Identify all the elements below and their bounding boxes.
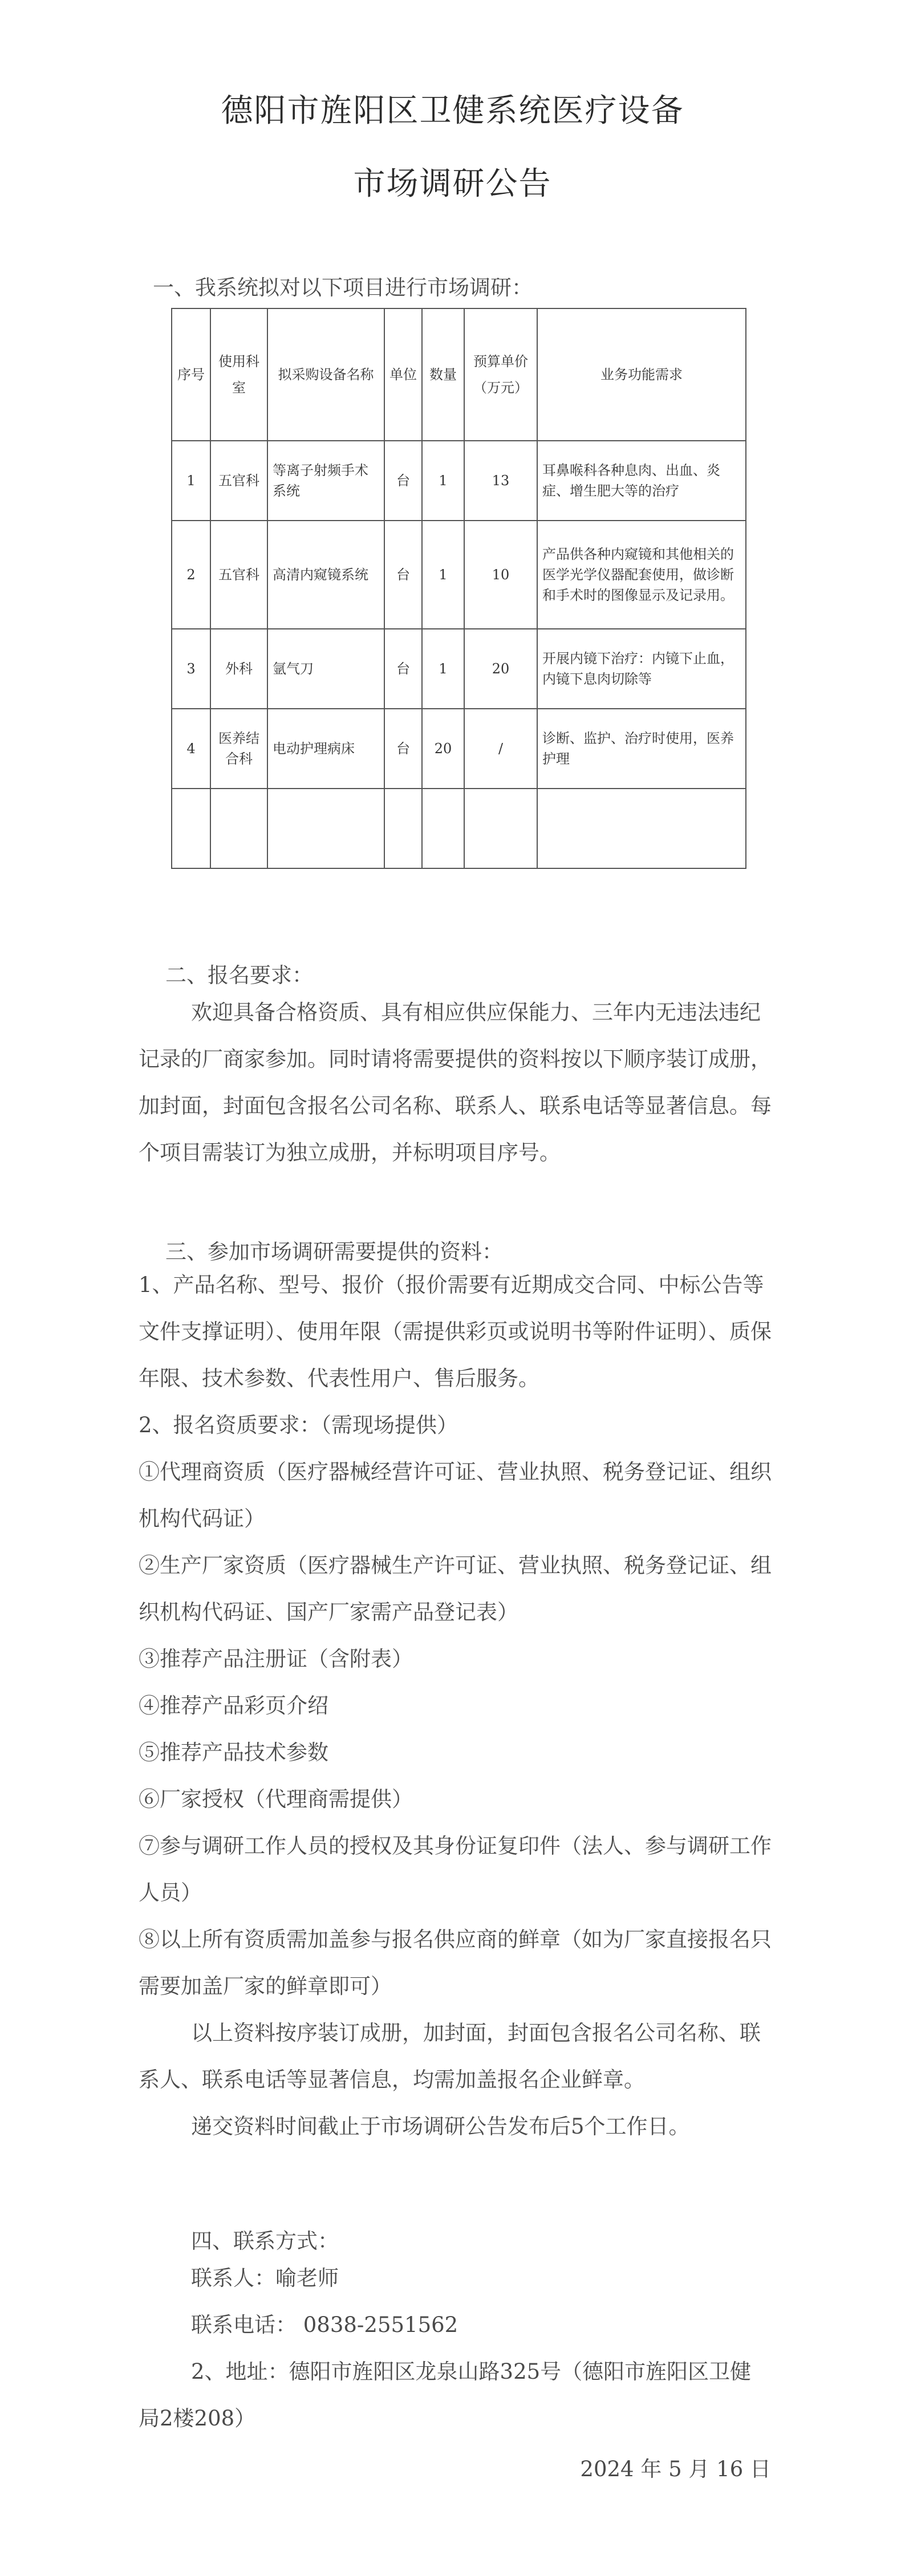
table-cell: 10 [464, 521, 537, 629]
qualification-4: ④推荐产品彩页介绍 [139, 1693, 328, 1718]
table-cell: 五官科 [210, 441, 267, 521]
table-cell [464, 789, 537, 868]
header-cell: 预算单价（万元） [464, 308, 537, 441]
header-cell: 拟采购设备名称 [267, 308, 384, 441]
table-row [172, 629, 746, 709]
table-cell: 等离子射频手术系统 [267, 441, 384, 521]
table-cell: 台 [384, 521, 422, 629]
section1-heading: 一、我系统拟对以下项目进行市场调研： [153, 275, 533, 300]
table-cell: 1 [422, 441, 464, 521]
table-cell: 高清内窥镜系统 [267, 521, 384, 629]
header-cell: 序号 [172, 308, 210, 441]
table-cell: 13 [464, 441, 537, 521]
qualification-6: ⑥厂家授权（代理商需提供） [139, 1787, 413, 1811]
section2-heading: 二、报名要求： [165, 963, 313, 988]
table-cell: / [464, 709, 537, 789]
table-cell: 1 [422, 521, 464, 629]
contact-phone: 联系电话： 0838-2551562 [191, 2313, 458, 2337]
table-row [172, 441, 746, 521]
table-cell: 外科 [210, 629, 267, 709]
table-cell: 台 [384, 441, 422, 521]
table-cell: 诊断、监护、治疗时使用，医养护理 [537, 709, 746, 789]
qualification-2: ②生产厂家资质（医疗器械生产许可证、营业执照、税务登记证、组织机构代码证、国产厂家需产品登记表） [139, 1553, 772, 1624]
table-cell [172, 789, 210, 868]
binding-note: 以上资料按序装订成册，加封面，封面包含报名公司名称、联系人、联系电话等显著信息，均需加盖报名企业鲜章。 [139, 2021, 761, 2092]
table-row [172, 521, 746, 629]
qualification-3: ③推荐产品注册证（含附表） [139, 1647, 413, 1671]
qualification-5: ⑤推荐产品技术参数 [139, 1740, 328, 1765]
table-cell: 20 [422, 709, 464, 789]
header-cell: 数量 [422, 308, 464, 441]
section4-heading: 四、联系方式： [191, 2229, 339, 2253]
table-cell [537, 789, 746, 868]
table-cell: 4 [172, 709, 210, 789]
table-cell: 耳鼻喉科各种息肉、出血、炎症、增生肥大等的治疗 [537, 441, 746, 521]
title-line-1: 德阳市旌阳区卫健系统医疗设备 [221, 92, 684, 129]
table-cell: 医养结合科 [210, 709, 267, 789]
section2-body: 欢迎具备合格资质、具有相应供应保能力、三年内无违法违纪记录的厂商家参加。同时请将需要提供的资料按以下顺序装订成册，加封面，封面包含报名公司名称、联系人、联系电话等显著信息。每个项目需装订为独立成册，并标明项目序号。 [139, 1000, 772, 1165]
header-cell: 单位 [384, 308, 422, 441]
table-cell: 开展内镜下治疗：内镜下止血，内镜下息肉切除等 [537, 629, 746, 709]
table-cell: 电动护理病床 [267, 709, 384, 789]
section3-heading: 三、参加市场调研需要提供的资料： [165, 1240, 503, 1264]
table-cell: 氩气刀 [267, 629, 384, 709]
table-cell: 1 [422, 629, 464, 709]
table-cell [210, 789, 267, 868]
qualification-1: ①代理商资质（医疗器械经营许可证、营业执照、税务登记证、组织机构代码证） [139, 1460, 772, 1531]
table-cell: 台 [384, 629, 422, 709]
title-line-2: 市场调研公告 [353, 165, 552, 202]
table-header-row [172, 308, 746, 441]
table-cell: 产品供各种内窥镜和其他相关的医学光学仪器配套使用，做诊断和手术时的图像显示及记录用。 [537, 521, 746, 629]
table-cell [384, 789, 422, 868]
table-cell: 20 [464, 629, 537, 709]
table-row [172, 789, 746, 868]
table-cell: 五官科 [210, 521, 267, 629]
table-cell: 台 [384, 709, 422, 789]
qualification-8: ⑧以上所有资质需加盖参与报名供应商的鲜章（如为厂家直接报名只需要加盖厂家的鲜章即可） [139, 1927, 772, 1998]
procurement-table [171, 308, 746, 869]
table-cell [267, 789, 384, 868]
requirement-item-2: 2、报名资质要求：（需现场提供） [139, 1413, 458, 1437]
header-cell: 使用科室 [210, 308, 267, 441]
table-cell: 1 [172, 441, 210, 521]
contact-person: 联系人：喻老师 [191, 2266, 339, 2290]
table-cell [422, 789, 464, 868]
qualification-7: ⑦参与调研工作人员的授权及其身份证复印件（法人、参与调研工作人员） [139, 1834, 772, 1905]
requirement-item-1: 1、产品名称、型号、报价（报价需要有近期成交合同、中标公告等文件支撑证明）、使用年限（需提供彩页或说明书等附件证明）、质保年限、技术参数、代表性用户、售后服务。 [139, 1273, 772, 1391]
table-row [172, 709, 746, 789]
contact-address: 2、地址：德阳市旌阳区龙泉山路325号（德阳市旌阳区卫健局2楼208） [139, 2359, 752, 2431]
header-cell: 业务功能需求 [537, 308, 746, 441]
deadline-note: 递交资料时间截止于市场调研公告发布后5个工作日。 [191, 2114, 690, 2139]
table-cell: 2 [172, 521, 210, 629]
publish-date: 2024 年 5 月 16 日 [580, 2457, 771, 2481]
table-cell: 3 [172, 629, 210, 709]
